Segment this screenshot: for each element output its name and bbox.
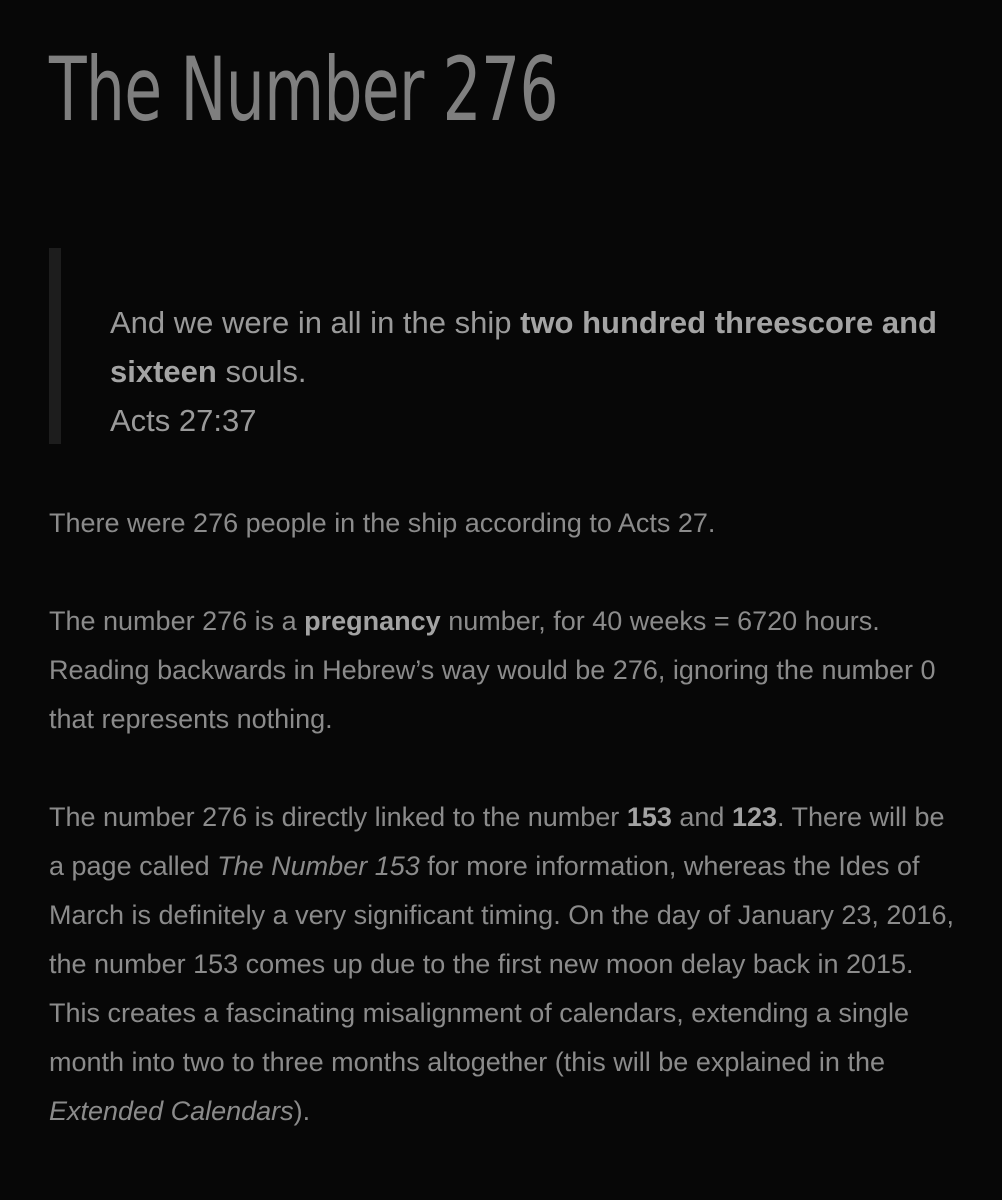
page-reference-extended-calendars: Extended Calendars [49, 1096, 294, 1126]
emphasis-153: 153 [626, 802, 672, 832]
quote-reference: Acts 27:37 [110, 403, 257, 438]
paragraph-text: The number 276 is directly linked to the number [49, 802, 627, 832]
emphasis-123: 123 [731, 802, 777, 832]
quote-text-part: souls. [216, 354, 307, 389]
paragraph-text: ). [293, 1096, 311, 1126]
quote-border [49, 248, 61, 444]
paragraph [49, 793, 954, 1136]
paragraph-text: . There will be a page called [49, 802, 945, 881]
page-reference-number-153: The Number 153 [217, 851, 420, 881]
paragraph [49, 597, 954, 744]
paragraph-text: for more information, whereas the Ides of March is definitely a very significant timing. On the day of January 23, 2016, the number 153 comes up due to the first new moon delay back in 2015. This creates a fascinating misalignment of calendars, extending a single month into two to three months altogether (this will be explained in the [49, 851, 954, 1077]
quote-text-part: And we were in all in the ship [110, 305, 521, 340]
paragraph-text: and [671, 802, 732, 832]
paragraph-text: number, for 40 weeks = 6720 hours. Reading backwards in Hebrew’s way would be 276, ignoring the number 0 that represents nothing. [49, 606, 936, 734]
quote-emphasis: two hundred threescore and sixteen [110, 305, 937, 389]
scripture-quote [49, 248, 954, 455]
quote-text [110, 298, 954, 396]
page-title: The Number 276 [49, 38, 558, 141]
emphasis-pregnancy: pregnancy [304, 606, 441, 636]
paragraph: There were 276 people in the ship according to Acts 27. [49, 508, 716, 538]
paragraph-text: The number 276 is a [49, 606, 305, 636]
